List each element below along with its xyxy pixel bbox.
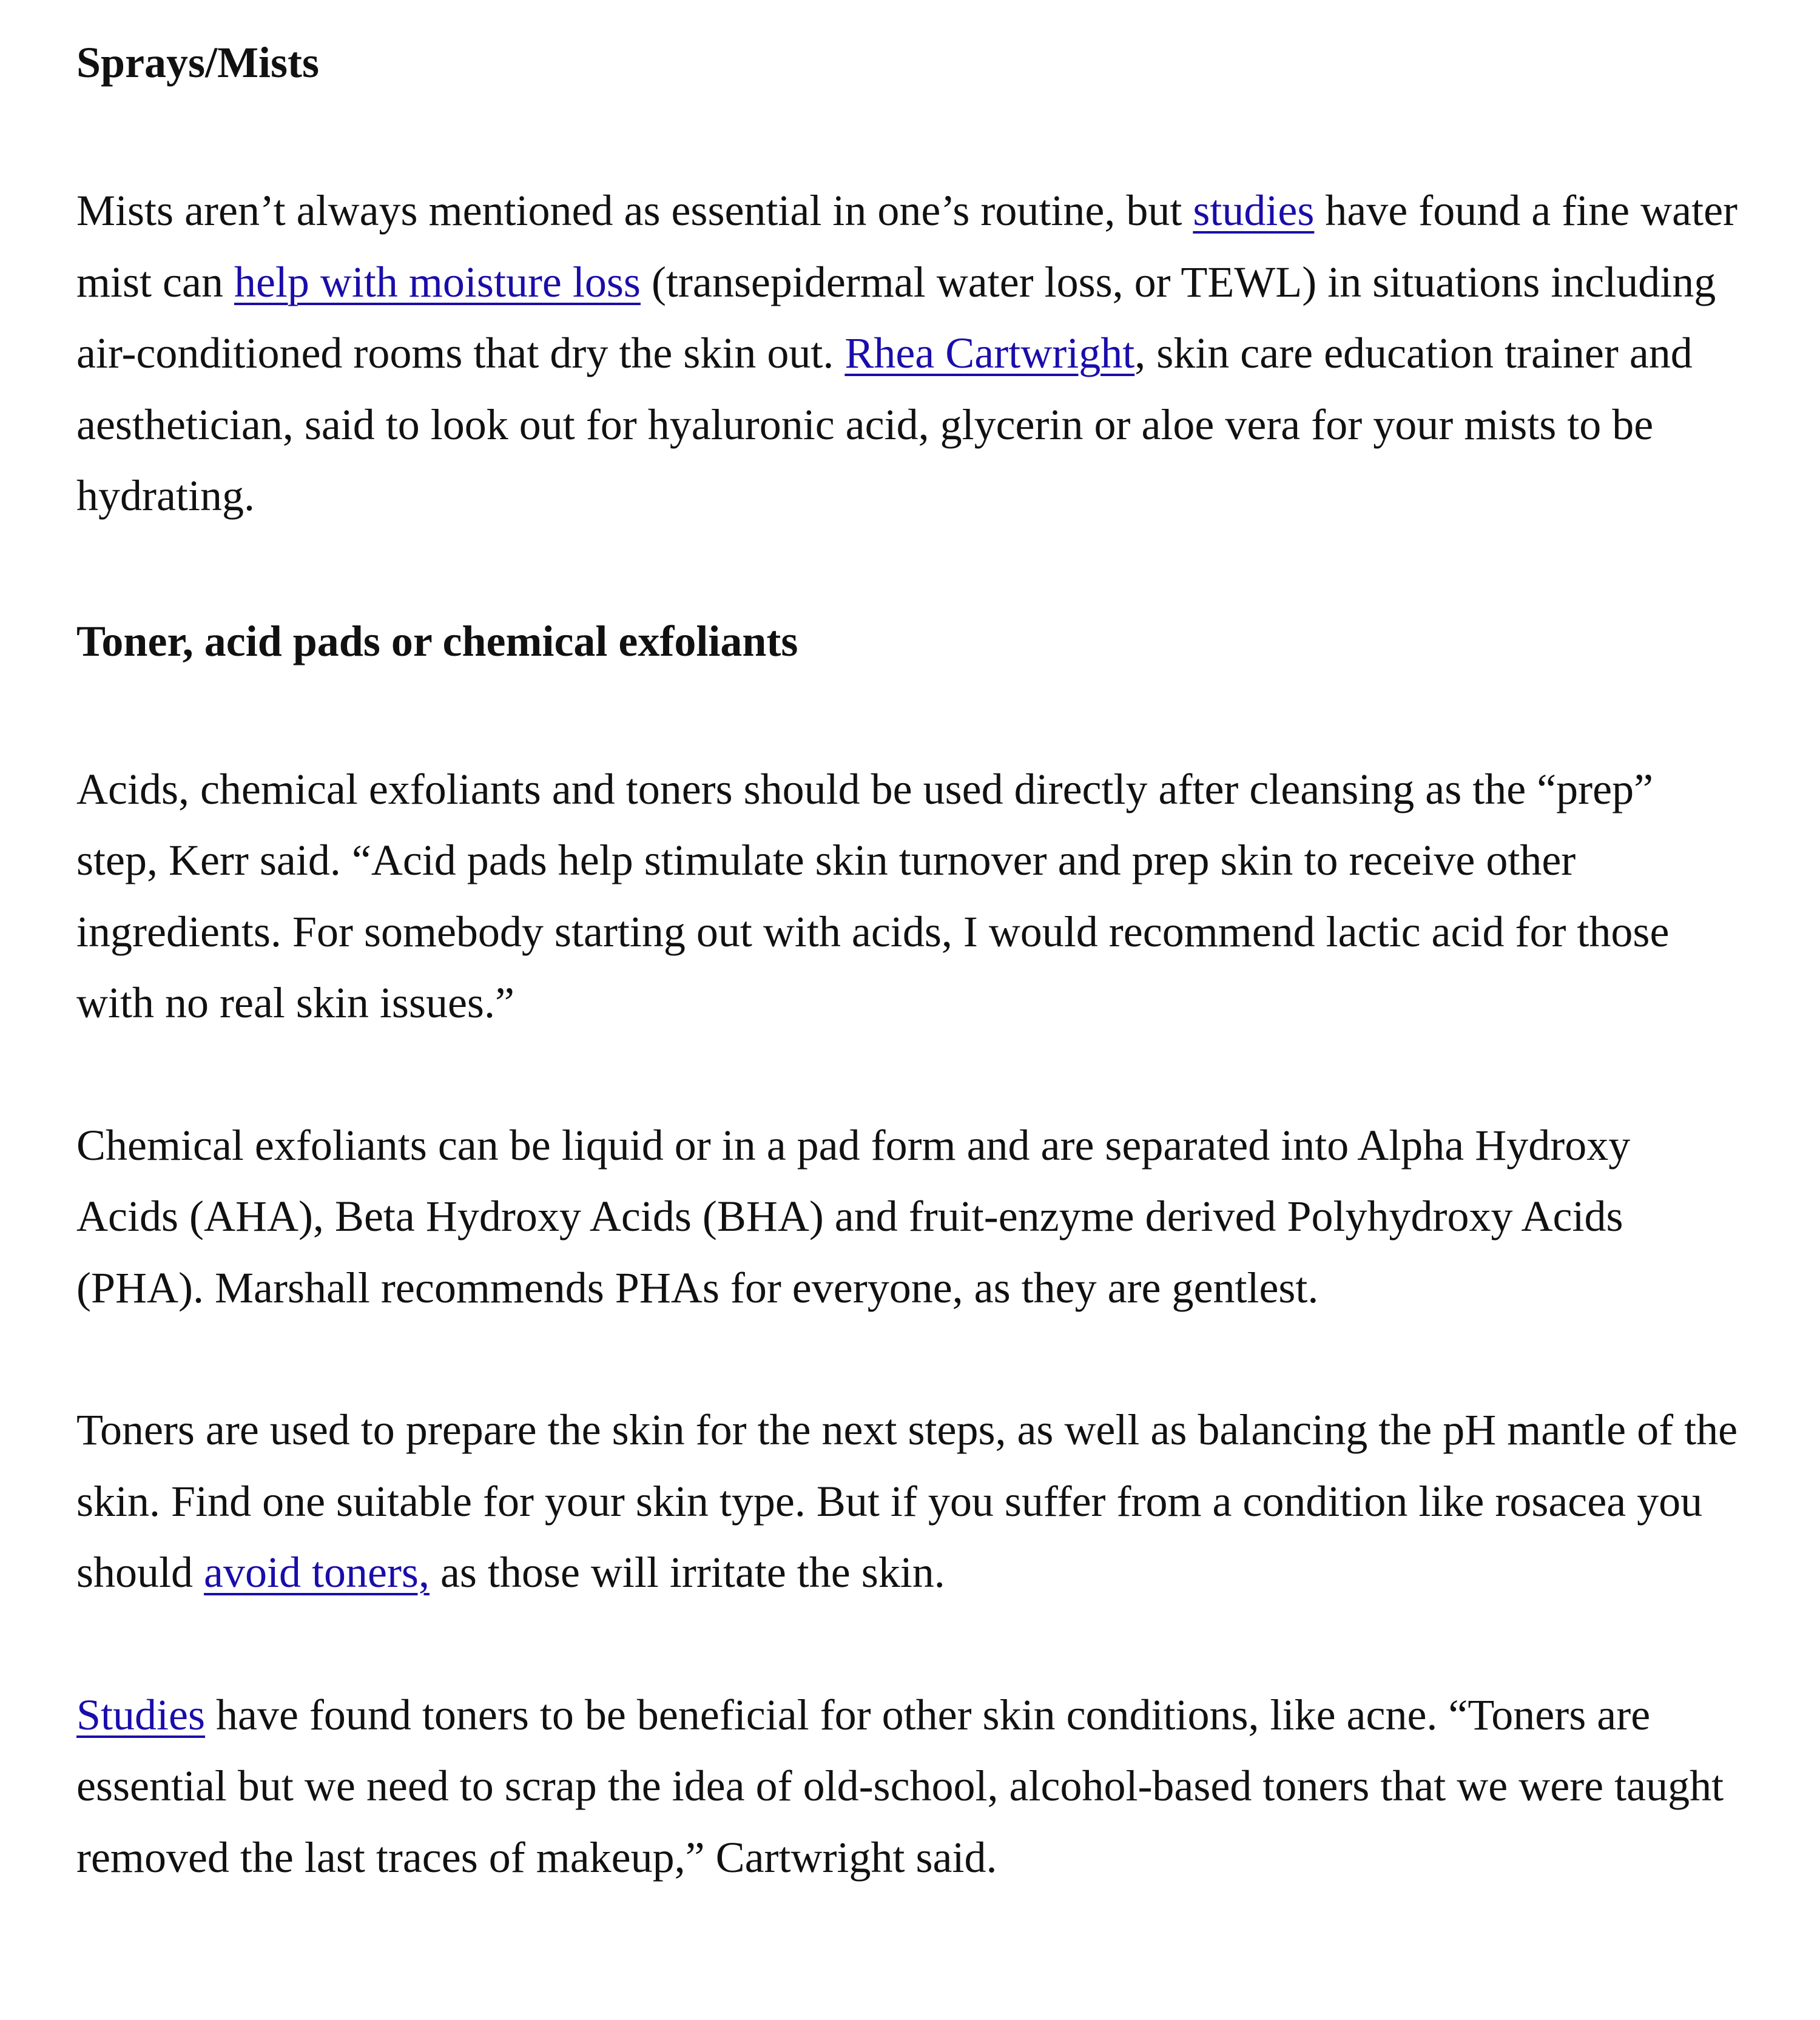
paragraph-text: have found a fine water mist can <box>76 186 1738 306</box>
paragraph-text: Toners are used to prepare the skin for the next steps, as well as balancing the pH mantle of the skin. Find one suitable for your skin type. But if you suffer from a condition like rosacea you should <box>76 1406 1738 1597</box>
studies-link[interactable]: studies <box>1193 186 1315 235</box>
paragraph-text: (transepidermal water loss, or TEWL) in situations including air-conditioned rooms that dry the skin out. <box>76 257 1716 377</box>
paragraph-sprays-mists <box>76 175 1739 532</box>
paragraph-text: , skin care education trainer and aesthetician, said to look out for hyaluronic acid, glycerin or aloe vera for your mists to be hydrating. <box>76 329 1693 520</box>
paragraph-acids-prep: Acids, chemical exfoliants and toners should be used directly after cleansing as the “prep” step, Kerr said. “Acid pads help stimulate skin turnover and prep skin to receive other ingredients. For somebody starting out with acids, I would recommend lactic acid for those with no real skin issues.” <box>76 764 1670 1027</box>
paragraph-text: Mists aren’t always mentioned as essential in one’s routine, but <box>76 186 1193 235</box>
article-body <box>76 24 1739 1893</box>
section-heading-sprays-mists: Sprays/Mists <box>76 38 320 87</box>
rhea-cartwright-link[interactable]: Rhea Cartwright <box>844 329 1135 377</box>
avoid-toners-link[interactable]: avoid toners, <box>204 1548 430 1597</box>
studies-link-2[interactable]: Studies <box>76 1690 206 1739</box>
paragraph-chemical-exfoliants: Chemical exfoliants can be liquid or in a pad form and are separated into Alpha Hydroxy Acids (AHA), Beta Hydroxy Acids (BHA) and fruit-enzyme derived Polyhydroxy Acids (PHA). Marshall recommends PHAs for everyone, as they are gentlest. <box>76 1120 1631 1312</box>
paragraph-text: have found toners to be beneficial for other skin conditions, like acne. “Toners are essential but we need to scrap the idea of old-school, alcohol-based toners that we were taught removed the last traces of makeup,” Cartwright said. <box>76 1690 1724 1882</box>
paragraph-toners-studies <box>76 1680 1739 1894</box>
moisture-loss-link[interactable]: help with moisture loss <box>234 257 641 306</box>
paragraph-text: as those will irritate the skin. <box>429 1548 945 1597</box>
paragraph-toners-usage <box>76 1395 1739 1609</box>
section-heading-toner: Toner, acid pads or chemical exfoliants <box>76 616 798 665</box>
